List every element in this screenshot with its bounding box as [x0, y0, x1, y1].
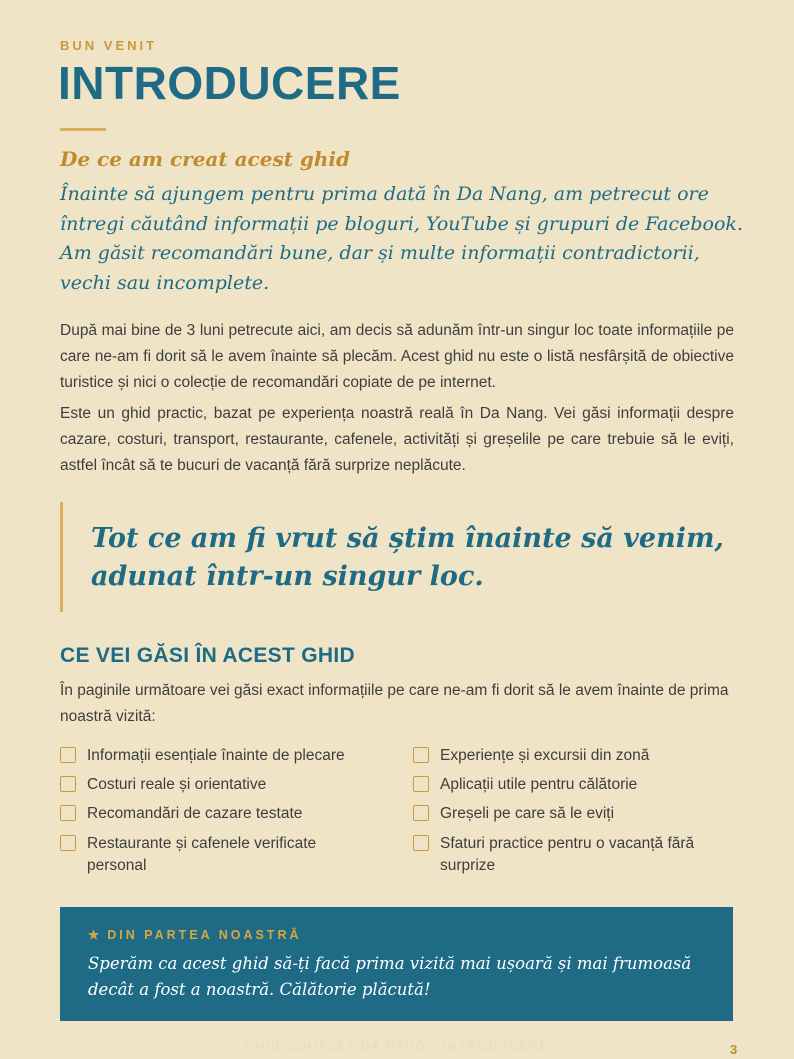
checklist-item [60, 803, 400, 825]
checkbox-icon[interactable] [60, 835, 76, 851]
callout-label-text: DIN PARTEA NOASTRĂ [107, 928, 302, 942]
subheading: De ce am creat acest ghid [60, 147, 351, 171]
callout-label [88, 927, 302, 942]
checklist-item-label: Aplicații utile pentru călătorie [440, 776, 638, 793]
checklist-item-label: Sfaturi practice pentru o vacanță fără surprize [440, 835, 695, 874]
title-divider [60, 128, 106, 131]
page-number: 3 [730, 1042, 738, 1057]
callout-box [60, 907, 733, 1021]
checklist-item-label: Experiențe și excursii din zonă [440, 747, 650, 764]
checklist-item [60, 745, 400, 767]
body-paragraph-1: După mai bine de 3 luni petrecute aici, am decis să adunăm într-un singur loc toate informațiile pe care ne-am fi dorit să le avem înainte să plecăm. Acest ghid nu este o listă nesfârșită de obiective turistice și nici o colecție de recomandări copiate de pe internet. [60, 322, 734, 391]
page-footer: GHID COMPLET DA NANG · INTRODUCERE [244, 1041, 550, 1053]
checklist-item [413, 833, 740, 877]
star-icon: ★ [88, 928, 100, 942]
checkbox-icon[interactable] [413, 805, 429, 821]
checklist-column-right [413, 745, 753, 877]
pull-quote-text: Tot ce am fi vrut să știm înainte să venim, adunat într-un singur loc. [91, 523, 724, 592]
section-heading: CE VEI GĂSI ÎN ACEST GHID [60, 644, 355, 667]
checkbox-icon[interactable] [60, 805, 76, 821]
section-kicker: BUN VENIT [60, 38, 158, 53]
callout-text: Sperăm ca acest ghid să-ți facă prima vizită mai ușoară și mai frumoasă decât a fost a noastră. Călătorie plăcută! [88, 954, 692, 999]
checklist-item [413, 803, 753, 825]
checkbox-icon[interactable] [413, 747, 429, 763]
section-intro: În paginile următoare vei găsi exact informațiile pe care ne-am fi dorit să le avem înainte de prima noastră vizită: [60, 682, 729, 725]
lead-paragraph: Înainte să ajungem pentru prima dată în Da Nang, am petrecut ore întregi căutând informații pe bloguri, YouTube și grupuri de Facebook. Am găsit recomandări bune, dar și multe informații contradictorii, vechi sau incomplete. [60, 183, 743, 294]
checkbox-icon[interactable] [413, 776, 429, 792]
checklist-item [60, 833, 367, 877]
checkbox-icon[interactable] [60, 776, 76, 792]
checklist-item-label: Costuri reale și orientative [87, 776, 267, 793]
checklist-item-label: Greșeli pe care să le eviți [440, 805, 615, 822]
checklist-item [413, 745, 753, 767]
checkbox-icon[interactable] [413, 835, 429, 851]
checklist-item [413, 774, 753, 796]
page-title: INTRODUCERE [58, 57, 401, 109]
body-paragraph-2: Este un ghid practic, bazat pe experiența noastră reală în Da Nang. Vei găsi informații despre cazare, costuri, transport, restaurante, cafenele, activități și greșelile pe care trebuie să le eviți, astfel încât să te bucuri de vacanță fără surprize neplăcute. [60, 405, 734, 474]
checklist-item-label: Recomandări de cazare testate [87, 805, 303, 822]
checklist-item-label: Restaurante și cafenele verificate personal [87, 835, 317, 874]
checklist-item-label: Informații esențiale înainte de plecare [87, 747, 345, 764]
checkbox-icon[interactable] [60, 747, 76, 763]
pull-quote [60, 502, 743, 612]
checklist-column-left [60, 745, 400, 877]
checklist-item [60, 774, 400, 796]
